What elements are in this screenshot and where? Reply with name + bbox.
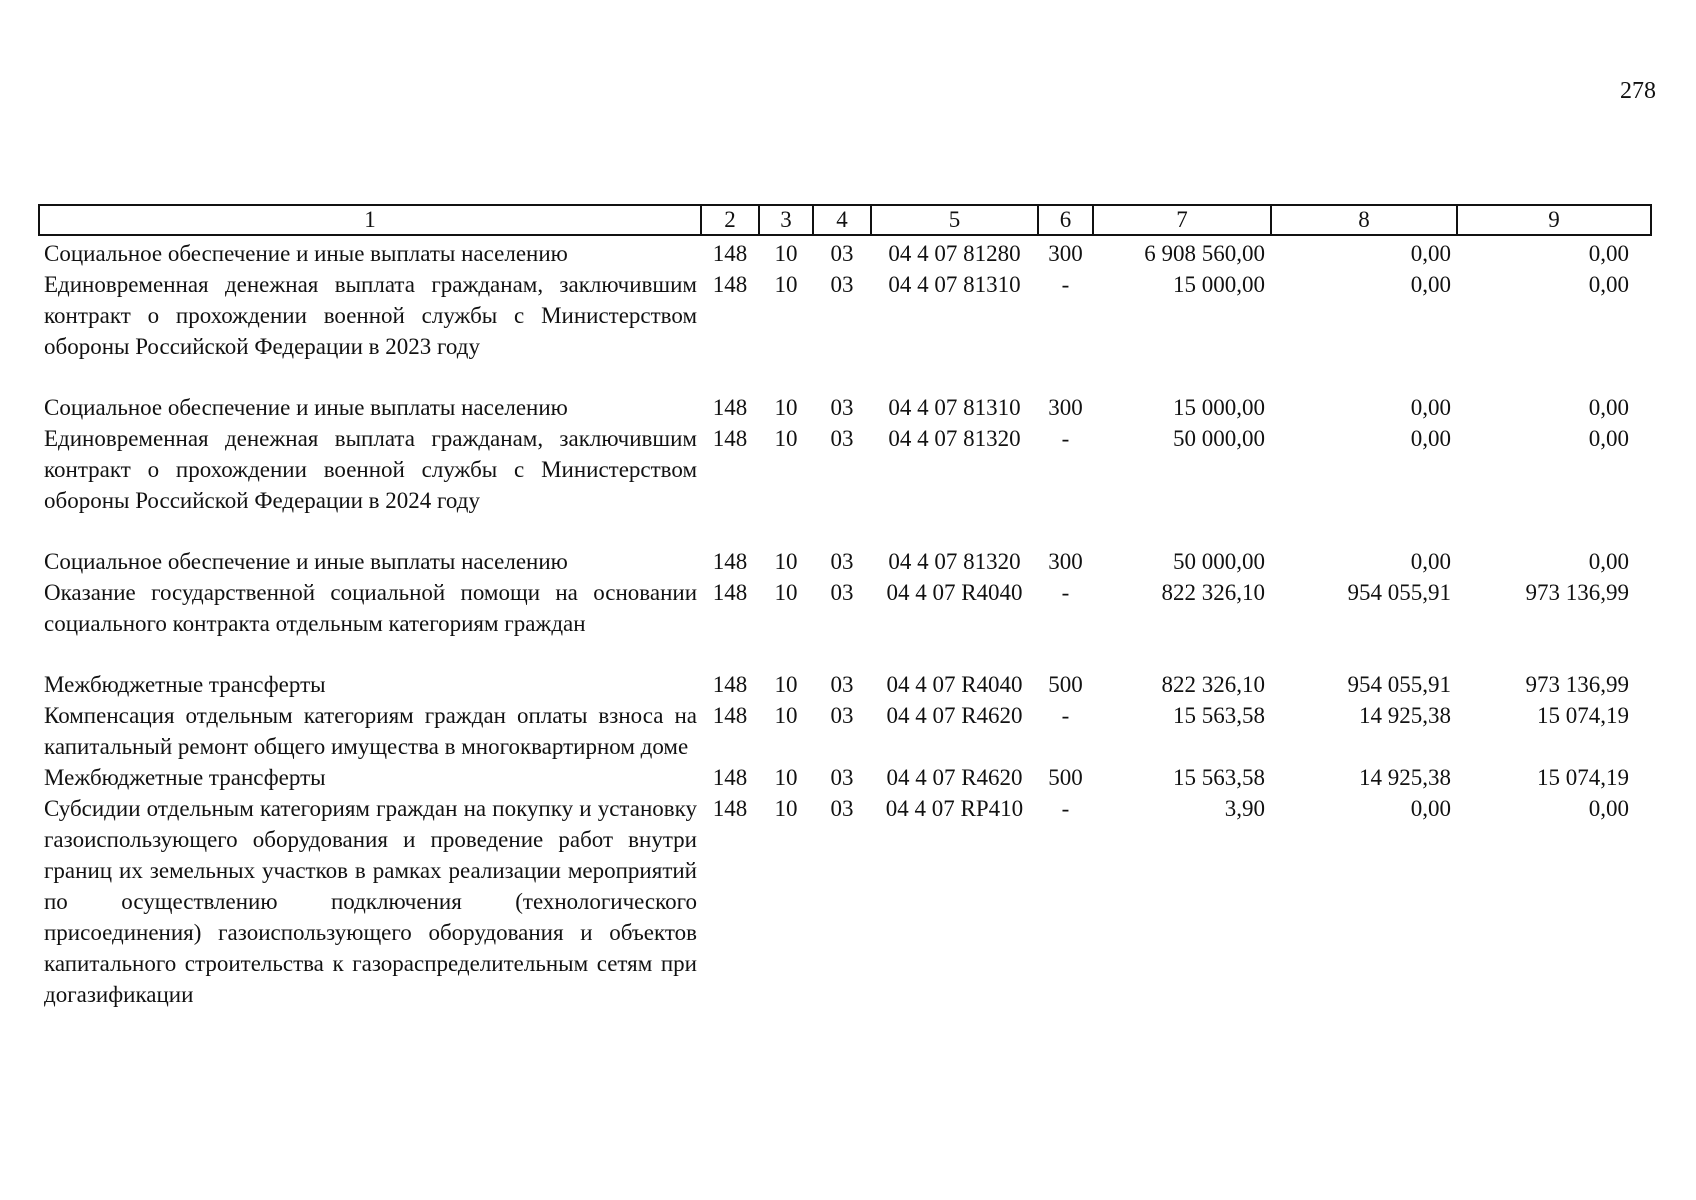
table-row xyxy=(39,793,1651,1010)
col-header-6: 6 xyxy=(1038,205,1093,235)
cell-col6: - xyxy=(1061,426,1070,451)
row-description: Оказание государственной социальной помощи на основании социального контракта отдельным категориям граждан xyxy=(44,580,697,636)
cell-col9: 15 074,19 xyxy=(1537,765,1629,790)
cell-col2: 148 xyxy=(712,580,748,605)
col-header-2: 2 xyxy=(701,205,759,235)
cell-col7: 50 000,00 xyxy=(1173,426,1265,451)
row-description: Единовременная денежная выплата гражданам, заключившим контракт о прохождении военной службы с Министерством обороны Российской Федерации в 2023 году xyxy=(44,272,697,359)
cell-col8: 0,00 xyxy=(1410,549,1451,574)
cell-col4: 03 xyxy=(830,580,854,605)
cell-col7: 822 326,10 xyxy=(1161,672,1265,697)
cell-col5: 04 4 07 R4040 xyxy=(886,672,1023,697)
cell-col7: 3,90 xyxy=(1224,796,1265,821)
cell-col2: 148 xyxy=(712,426,748,451)
cell-col7: 15 000,00 xyxy=(1173,395,1265,420)
row-description: Социальное обеспечение и иные выплаты населению xyxy=(44,549,568,574)
cell-col9: 15 074,19 xyxy=(1537,703,1629,728)
cell-col3: 10 xyxy=(774,426,798,451)
row-description: Компенсация отдельным категориям граждан оплаты взноса на капитальный ремонт общего имущества в многоквартирном доме xyxy=(44,703,697,759)
cell-col3: 10 xyxy=(774,703,798,728)
cell-col4: 03 xyxy=(830,672,854,697)
col-header-3: 3 xyxy=(759,205,813,235)
cell-col3: 10 xyxy=(774,395,798,420)
col-header-7: 7 xyxy=(1093,205,1271,235)
cell-col6: - xyxy=(1061,272,1070,297)
cell-col4: 03 xyxy=(830,796,854,821)
cell-col3: 10 xyxy=(774,672,798,697)
cell-col8: 0,00 xyxy=(1410,796,1451,821)
table-row xyxy=(39,235,1651,269)
cell-col8: 0,00 xyxy=(1410,426,1451,451)
cell-col8: 0,00 xyxy=(1410,395,1451,420)
cell-col4: 03 xyxy=(830,395,854,420)
cell-col2: 148 xyxy=(712,241,748,266)
cell-col9: 0,00 xyxy=(1588,549,1629,574)
page-number: 278 xyxy=(1620,78,1656,104)
cell-col6: 300 xyxy=(1048,549,1083,574)
cell-col6: 500 xyxy=(1048,672,1083,697)
cell-col5: 04 4 07 RP410 xyxy=(885,796,1024,821)
table-row xyxy=(39,392,1651,423)
budget-table xyxy=(38,204,1652,1010)
cell-col9: 973 136,99 xyxy=(1525,580,1629,605)
cell-col6: 300 xyxy=(1048,241,1083,266)
cell-col9: 0,00 xyxy=(1588,796,1629,821)
row-description: Межбюджетные трансферты xyxy=(44,672,326,697)
cell-col5: 04 4 07 81280 xyxy=(888,241,1021,266)
cell-col7: 15 563,58 xyxy=(1173,765,1265,790)
col-header-1: 1 xyxy=(39,205,701,235)
cell-col4: 03 xyxy=(830,549,854,574)
cell-col5: 04 4 07 81320 xyxy=(888,549,1021,574)
cell-col3: 10 xyxy=(774,241,798,266)
cell-col7: 50 000,00 xyxy=(1173,549,1265,574)
cell-col2: 148 xyxy=(712,796,748,821)
cell-col6: - xyxy=(1061,580,1070,605)
cell-col8: 954 055,91 xyxy=(1347,580,1451,605)
col-header-9: 9 xyxy=(1457,205,1651,235)
cell-col7: 6 908 560,00 xyxy=(1144,241,1265,266)
cell-col6: - xyxy=(1061,703,1070,728)
table-row xyxy=(39,546,1651,577)
row-description: Субсидии отдельным категориям граждан на покупку и установку газоиспользующего оборудования и проведение работ внутри границ их земельных участков в рамках реализации мероприятий по осуществлению подключения (технологического присоединения) газоиспользующего оборудования и объектов капитального строительства к газораспределительным сетям при догазификации xyxy=(44,796,697,1007)
cell-col8: 14 925,38 xyxy=(1359,765,1451,790)
row-description: Единовременная денежная выплата гражданам, заключившим контракт о прохождении военной службы с Министерством обороны Российской Федерации в 2024 году xyxy=(44,426,697,513)
row-description: Межбюджетные трансферты xyxy=(44,765,326,790)
cell-col8: 0,00 xyxy=(1410,272,1451,297)
cell-col7: 15 000,00 xyxy=(1173,272,1265,297)
cell-col9: 0,00 xyxy=(1588,241,1629,266)
cell-col4: 03 xyxy=(830,272,854,297)
table-row xyxy=(39,423,1651,546)
cell-col8: 954 055,91 xyxy=(1347,672,1451,697)
row-description: Социальное обеспечение и иные выплаты населению xyxy=(44,395,568,420)
table-row xyxy=(39,577,1651,669)
cell-col2: 148 xyxy=(712,703,748,728)
table-row xyxy=(39,669,1651,700)
cell-col9: 973 136,99 xyxy=(1525,672,1629,697)
cell-col2: 148 xyxy=(712,765,748,790)
cell-col6: - xyxy=(1061,796,1070,821)
cell-col9: 0,00 xyxy=(1588,272,1629,297)
cell-col5: 04 4 07 R4620 xyxy=(886,765,1023,790)
cell-col2: 148 xyxy=(712,395,748,420)
table-row xyxy=(39,700,1651,762)
cell-col9: 0,00 xyxy=(1588,395,1629,420)
cell-col4: 03 xyxy=(830,765,854,790)
cell-col2: 148 xyxy=(712,549,748,574)
cell-col3: 10 xyxy=(774,765,798,790)
cell-col3: 10 xyxy=(774,580,798,605)
col-header-4: 4 xyxy=(813,205,871,235)
cell-col4: 03 xyxy=(830,426,854,451)
cell-col5: 04 4 07 R4620 xyxy=(886,703,1023,728)
cell-col5: 04 4 07 81310 xyxy=(888,395,1021,420)
col-header-8: 8 xyxy=(1271,205,1457,235)
table-row xyxy=(39,762,1651,793)
cell-col3: 10 xyxy=(774,796,798,821)
cell-col2: 148 xyxy=(712,672,748,697)
cell-col5: 04 4 07 81320 xyxy=(888,426,1021,451)
cell-col8: 14 925,38 xyxy=(1359,703,1451,728)
cell-col6: 300 xyxy=(1048,395,1083,420)
row-description: Социальное обеспечение и иные выплаты населению xyxy=(44,241,568,266)
cell-col2: 148 xyxy=(712,272,748,297)
cell-col4: 03 xyxy=(830,703,854,728)
cell-col3: 10 xyxy=(774,549,798,574)
cell-col5: 04 4 07 R4040 xyxy=(886,580,1023,605)
table-row xyxy=(39,269,1651,392)
cell-col3: 10 xyxy=(774,272,798,297)
cell-col9: 0,00 xyxy=(1588,426,1629,451)
col-header-5: 5 xyxy=(871,205,1038,235)
cell-col5: 04 4 07 81310 xyxy=(888,272,1021,297)
cell-col7: 822 326,10 xyxy=(1161,580,1265,605)
header-row xyxy=(39,205,1651,235)
cell-col4: 03 xyxy=(830,241,854,266)
cell-col6: 500 xyxy=(1048,765,1083,790)
cell-col8: 0,00 xyxy=(1410,241,1451,266)
cell-col7: 15 563,58 xyxy=(1173,703,1265,728)
